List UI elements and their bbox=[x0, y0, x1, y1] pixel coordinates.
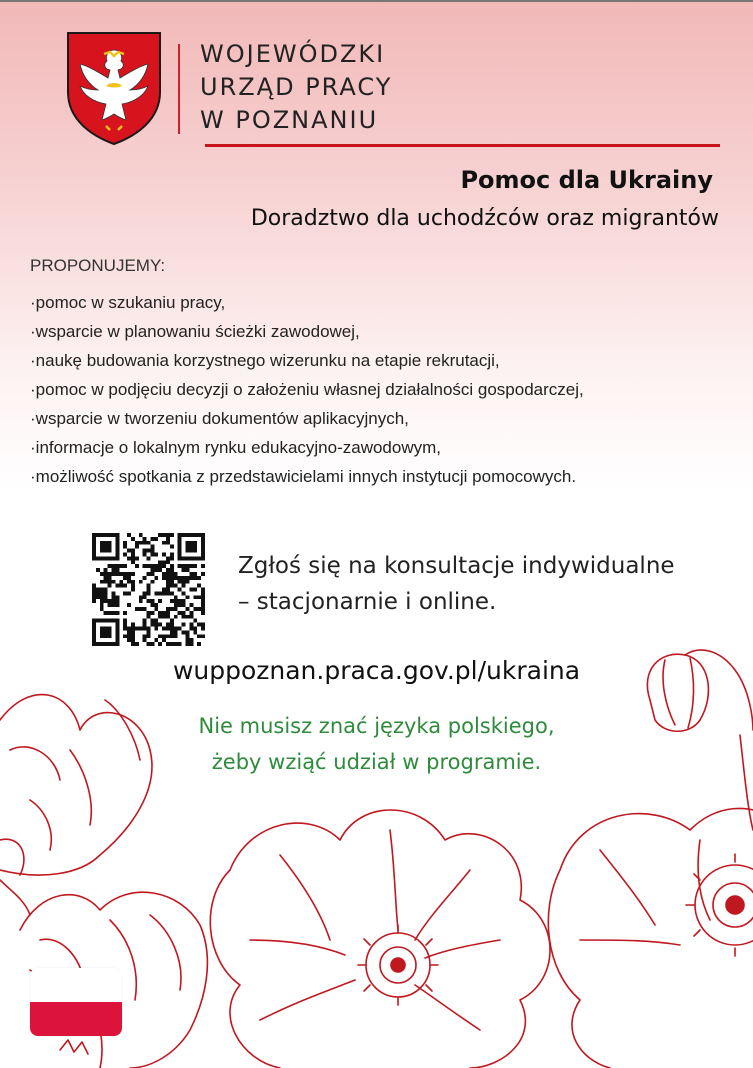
language-note bbox=[0, 708, 753, 780]
qr-code-icon[interactable] bbox=[92, 533, 205, 646]
top-border bbox=[0, 0, 753, 2]
organization-name bbox=[200, 38, 392, 137]
org-line-3: W POZNANIU bbox=[200, 106, 379, 134]
org-line-2: URZĄD PRACY bbox=[200, 73, 393, 101]
offer-list bbox=[30, 288, 584, 491]
header-underline bbox=[205, 144, 720, 147]
list-item: ·wsparcie w planowaniu ścieżki zawodowej, bbox=[30, 322, 360, 341]
page-subtitle: Doradztwo dla uchodźców oraz migrantów bbox=[250, 206, 719, 231]
flag-white-stripe bbox=[30, 968, 122, 1002]
page-title: Pomoc dla Ukrainy bbox=[460, 166, 713, 194]
list-item: ·wsparcie w tworzeniu dokumentów aplikacyjnych, bbox=[30, 409, 409, 428]
consultation-call-to-action bbox=[238, 548, 675, 620]
note-line-2: żeby wziąć udział w programie. bbox=[211, 750, 542, 774]
eagle-crest-icon bbox=[64, 30, 164, 146]
list-item: ·pomoc w podjęciu decyzji o założeniu własnej działalności gospodarczej, bbox=[30, 380, 584, 399]
website-link[interactable]: wuppoznan.praca.gov.pl/ukraina bbox=[172, 656, 581, 685]
flag-red-stripe bbox=[30, 1002, 122, 1036]
offer-heading: PROPONUJEMY: bbox=[30, 256, 166, 275]
list-item: ·pomoc w szukaniu pracy, bbox=[30, 293, 226, 312]
note-line-1: Nie musisz znać języka polskiego, bbox=[198, 714, 555, 738]
cta-line-2: – stacjonarnie i online. bbox=[238, 589, 497, 615]
polish-flag-icon bbox=[30, 968, 122, 1036]
header-separator bbox=[178, 44, 180, 134]
list-item: ·informacje o lokalnym rynku edukacyjno-zawodowym, bbox=[30, 438, 441, 457]
list-item: ·możliwość spotkania z przedstawicielami innych instytucji pomocowych. bbox=[30, 467, 577, 486]
cta-line-1: Zgłoś się na konsultacje indywidualne bbox=[238, 553, 675, 579]
list-item: ·naukę budowania korzystnego wizerunku na etapie rekrutacji, bbox=[30, 351, 500, 370]
org-line-1: WOJEWÓDZKI bbox=[200, 40, 386, 68]
